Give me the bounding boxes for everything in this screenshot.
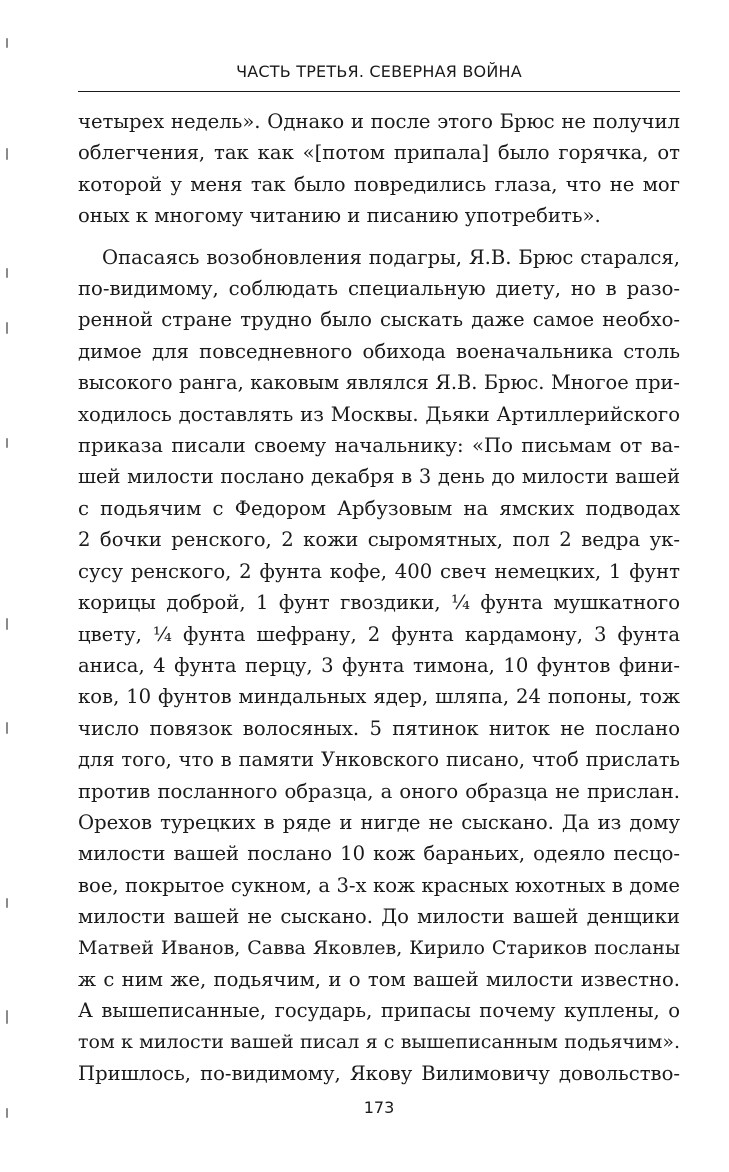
text-line: ренной стране трудно было сыскать даже самое необхо- [78, 308, 680, 332]
text-line: вое, покрытое сукном, а 3-х кож красных юхотных в доме [78, 873, 680, 897]
text-line: цвету, ¼ фунта шефрану, 2 фунта кардамону, 3 фунта [78, 622, 680, 646]
text-line: ков, 10 фунтов миндальных ядер, шляпа, 24 попоны, тож [78, 685, 680, 709]
text-line: А вышеписанные, государь, припасы почему куплены, о [78, 999, 680, 1023]
text-line: высокого ранга, каковым являлся Я.В. Брюс. Многое при- [78, 371, 680, 395]
scan-margin-mark [6, 268, 8, 278]
text-line: сусу ренского, 2 фунта кофе, 400 свеч немецких, 1 фунт [78, 559, 680, 583]
text-line: шей милости послано декабря в 3 день до милости вашей [78, 465, 680, 489]
text-line: для того, что в памяти Унковского писано, чтоб прислать [78, 748, 680, 772]
page-body [78, 106, 680, 1090]
text-line: с подьячим с Федором Арбузовым на ямских подводах [78, 496, 680, 520]
text-line: 2 бочки ренского, 2 кожи сыромятных, пол 2 ведра ук- [78, 528, 680, 552]
text-line: оных к многому читанию и писанию употребить». [78, 204, 601, 228]
text-line: которой у меня так было повредились глаза, что не мог [78, 172, 680, 196]
header-rule [78, 91, 680, 92]
text-line: ходилось доставлять из Москвы. Дьяки Артиллерийского [78, 402, 680, 426]
scan-margin-mark [6, 898, 8, 908]
paragraph [78, 106, 680, 232]
scan-margin-mark [6, 1010, 8, 1024]
text-line: ж с ним же, подьячим, и о том вашей милости известно. [78, 967, 680, 991]
text-line: Пришлось, по-видимому, Якову Вилимовичу довольство- [78, 1062, 680, 1086]
text-line: корицы доброй, 1 фунт гвоздики, ¼ фунта мушкатного [78, 591, 680, 615]
text-line: Орехов турецких в ряде и нигде не сыскано. Да из дому [78, 810, 680, 834]
running-header: ЧАСТЬ ТРЕТЬЯ. СЕВЕРНАЯ ВОЙНА [236, 62, 522, 81]
paragraph [78, 242, 680, 1090]
text-line: против посланного образца, а оного образца не прислан. [78, 779, 680, 803]
text-line: милости вашей послано 10 кож бараньих, одеяло песцо- [78, 842, 680, 866]
text-line: по-видимому, соблюдать специальную диету, но в разо- [78, 277, 680, 301]
scan-margin-mark [6, 1108, 8, 1118]
scan-margin-mark [6, 618, 8, 630]
page-number: 173 [363, 1098, 395, 1117]
text-line: Опасаясь возобновления подагры, Я.В. Брюс старался, [102, 245, 680, 269]
scan-margin-mark [6, 438, 8, 448]
text-line: число повязок волосяных. 5 пятинок ниток не послано [78, 716, 680, 740]
text-line: том к милости вашей писал я с вышеписанным подьячим». [78, 1030, 680, 1053]
paragraph-gap [78, 232, 680, 242]
text-line: милости вашей не сыскано. До милости вашей денщики [78, 905, 680, 929]
text-line: приказа писали своему начальнику: «По письмам от ва- [78, 434, 680, 458]
scan-margin-mark [6, 148, 8, 160]
text-line: четырех недель». Однако и после этого Брюс не получил [78, 110, 680, 133]
scan-margin-mark [6, 322, 8, 334]
text-line: Матвей Иванов, Савва Яковлев, Кирило Стариков посланы [78, 936, 680, 959]
text-line: аниса, 4 фунта перцу, 3 фунта тимона, 10 фунтов фини- [78, 653, 680, 677]
scan-margin-mark [6, 38, 8, 48]
scan-margin-mark [6, 722, 8, 734]
text-line: облегчения, так как «[потом припала] было горячка, от [78, 141, 680, 165]
text-line: димое для повседневного обихода военачальника столь [78, 339, 680, 363]
